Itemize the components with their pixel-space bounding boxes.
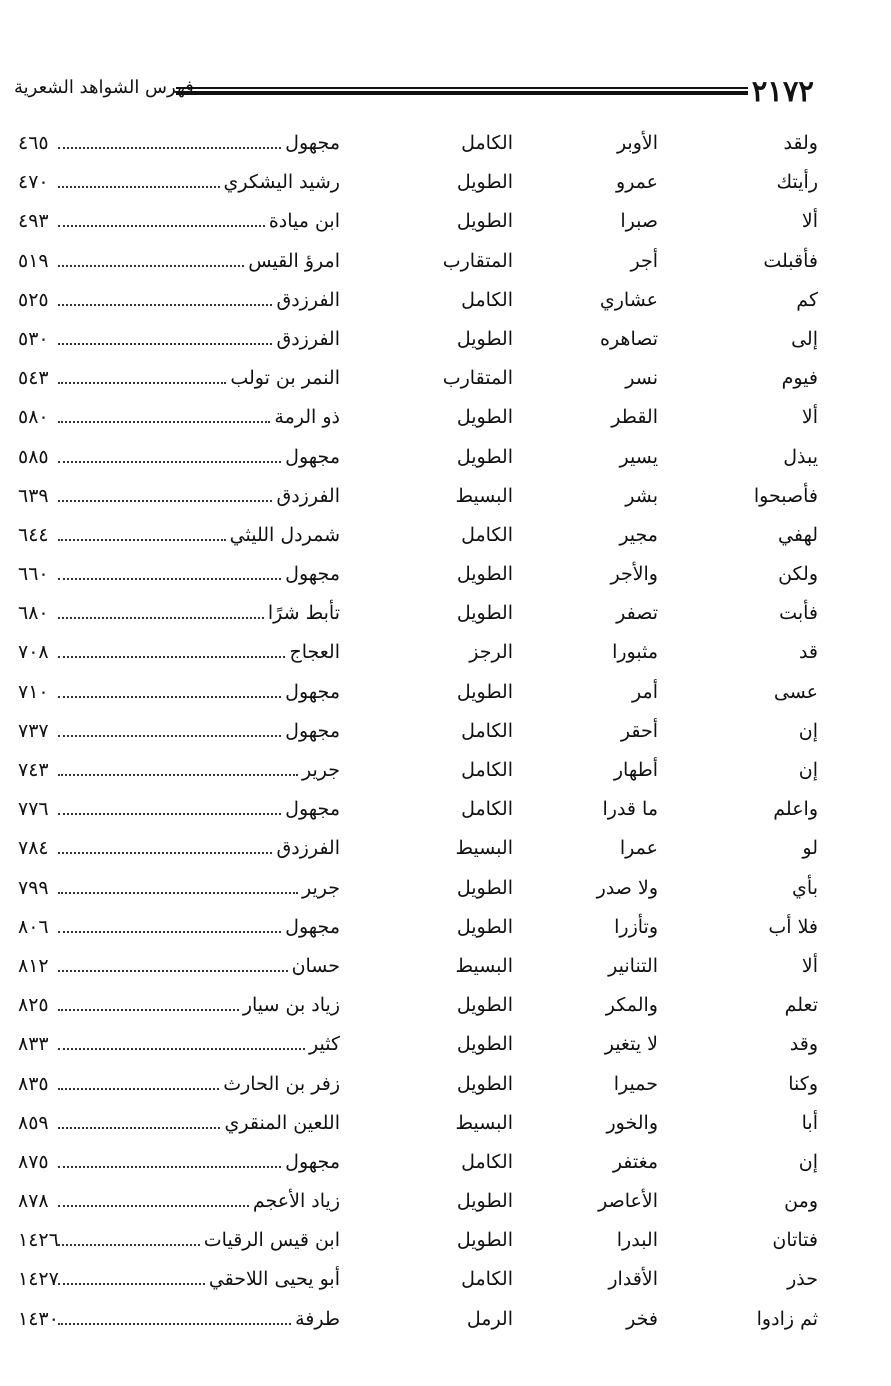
verse-rhyme-word: نسر [625, 367, 658, 390]
dot-leader [58, 577, 281, 580]
index-row [18, 594, 818, 633]
verse-first-word: ولقد [783, 132, 818, 154]
verse-rhyme-word: التنانير [608, 954, 658, 977]
index-row [18, 908, 818, 947]
page-reference: ٦٣٩ [18, 484, 49, 507]
verse-first-word: فأصبحوا [753, 484, 818, 507]
poet-name: ذو الرمة [274, 406, 340, 429]
verse-first-word: إلى [791, 327, 818, 350]
dot-leader [58, 460, 281, 463]
verse-first-word: عسى [773, 680, 818, 703]
verse-first-word: فيوم [781, 367, 818, 390]
verse-rhyme-word: والأجر [610, 563, 658, 586]
dot-leader [58, 734, 281, 737]
verse-rhyme-word: وتأزرا [614, 915, 658, 938]
verse-meter: الطويل [456, 327, 513, 350]
verse-rhyme-word: صبرا [620, 210, 658, 233]
index-row [18, 398, 818, 437]
poet-name: رشيد اليشكري [223, 171, 340, 194]
index-row [18, 712, 818, 751]
page-reference: ٧٧٦ [18, 798, 49, 821]
poet-entry [58, 602, 340, 624]
verse-rhyme-word: مغتفر [612, 1150, 658, 1173]
poet-entry [58, 250, 340, 272]
verse-rhyme-word: فخر [626, 1307, 658, 1330]
verse-meter: الطويل [456, 445, 513, 468]
verse-rhyme-word: أحقر [620, 719, 658, 742]
index-row [18, 202, 818, 241]
page-reference: ٥٢٥ [18, 288, 49, 311]
index-row [18, 555, 818, 594]
verse-meter: الطويل [456, 602, 513, 625]
verse-meter: الكامل [461, 1150, 513, 1173]
page-reference: ٦٨٠ [18, 602, 49, 625]
verse-first-word: ألا [801, 954, 818, 977]
index-row [18, 1221, 818, 1260]
poet-name: النمر بن تولب [230, 367, 340, 390]
verse-rhyme-word: ما قدرا [602, 798, 658, 821]
page-reference: ٨٣٥ [18, 1072, 49, 1095]
poet-name: مجهول [285, 132, 340, 154]
verse-meter: الطويل [456, 406, 513, 429]
dot-leader [58, 342, 272, 345]
dot-leader [58, 499, 272, 502]
index-row [18, 790, 818, 829]
page-reference: ٥٣٠ [18, 327, 49, 350]
verse-meter: البسيط [455, 954, 513, 977]
dot-leader [58, 303, 272, 306]
poet-entry [58, 1229, 340, 1251]
verse-first-word: إن [798, 759, 818, 781]
verse-first-word: ألا [801, 210, 818, 233]
poet-entry [58, 524, 340, 546]
header-rule [176, 87, 748, 95]
index-row [18, 1143, 818, 1182]
verse-first-word: كم [796, 288, 818, 311]
poet-name: أبو يحيى اللاحقي [208, 1268, 340, 1291]
verse-first-word: ومن [784, 1190, 818, 1213]
dot-leader [58, 695, 281, 698]
verse-meter: الطويل [456, 563, 513, 586]
verse-rhyme-word: بشر [625, 484, 658, 507]
poet-name: زياد الأعجم [252, 1190, 340, 1213]
verse-meter: المتقارب [442, 367, 513, 390]
poet-name: مجهول [285, 798, 340, 821]
verse-first-word: إن [798, 719, 818, 742]
page-header [14, 74, 814, 114]
verse-meter: الطويل [456, 210, 513, 233]
index-row [18, 947, 818, 986]
verse-first-word: إن [798, 1150, 818, 1173]
verse-first-word: ثم زادوا [756, 1307, 818, 1330]
poet-entry [58, 994, 340, 1016]
index-row [18, 1182, 818, 1221]
dot-leader [58, 616, 264, 619]
poet-name: زفر بن الحارث [223, 1072, 340, 1095]
poet-entry [58, 1190, 340, 1212]
running-title: فهرس الشواهد الشعرية [14, 77, 194, 98]
poet-name: الفرزدق [276, 288, 340, 311]
page-reference: ١٤٢٧ [18, 1268, 59, 1291]
poet-name: تأبط شرًا [267, 602, 340, 625]
page-reference: ٦٦٠ [18, 563, 49, 586]
index-row [18, 320, 818, 359]
verse-rhyme-word: والخور [606, 1111, 658, 1134]
verse-rhyme-word: عمرو [616, 171, 658, 194]
verse-first-word: ألا [801, 406, 818, 429]
poet-entry [58, 955, 340, 977]
page-reference: ٨٥٩ [18, 1111, 49, 1134]
index-row [18, 124, 818, 163]
dot-leader [58, 1165, 281, 1168]
poet-name: مجهول [285, 563, 340, 586]
verse-rhyme-word: عشاري [599, 288, 658, 311]
poet-entry [58, 171, 340, 193]
page-reference: ٨٧٨ [18, 1190, 49, 1213]
verse-first-word: حذر [787, 1268, 818, 1291]
poet-entry [58, 837, 340, 859]
index-row [18, 673, 818, 712]
index-row [18, 438, 818, 477]
poet-name: ابن ميادة [268, 210, 340, 233]
index-row [18, 1025, 818, 1064]
verse-rhyme-word: حميرا [613, 1072, 658, 1095]
verse-rhyme-word: أجر [630, 249, 658, 272]
page-reference: ٧١٠ [18, 680, 49, 703]
verse-first-word: يبذل [783, 445, 818, 468]
index-row [18, 1104, 818, 1143]
poet-name: ابن قيس الرقيات [203, 1229, 340, 1252]
page-reference: ٧٣٧ [18, 719, 49, 742]
poet-name: جرير [302, 759, 340, 781]
verse-meter: الكامل [461, 719, 513, 742]
verse-first-word: بأي [792, 876, 818, 899]
poet-entry [58, 1308, 340, 1330]
poet-name: العجاج [289, 641, 340, 664]
verse-rhyme-word: الأوبر [616, 132, 658, 154]
dot-leader [58, 930, 281, 933]
verse-rhyme-word: يسير [619, 445, 658, 468]
index-row [18, 751, 818, 790]
poet-name: زياد بن سيار [242, 994, 340, 1017]
dot-leader [58, 185, 220, 188]
verse-rhyme-word: تصفر [616, 602, 658, 625]
verse-meter: الكامل [461, 798, 513, 821]
verse-meter: الكامل [461, 523, 513, 546]
verse-first-word: لو [802, 837, 818, 860]
poet-entry [58, 446, 340, 468]
poet-entry [58, 406, 340, 428]
verse-first-word: فأقبلت [763, 249, 818, 272]
poet-entry [58, 367, 340, 389]
verse-meter: الرجز [469, 641, 513, 664]
poet-name: حسان [291, 954, 340, 977]
verse-meter: الكامل [461, 1268, 513, 1291]
index-row [18, 986, 818, 1025]
poet-name: الفرزدق [276, 327, 340, 350]
dot-leader [58, 969, 288, 972]
dot-leader [58, 224, 265, 227]
verse-rhyme-word: مثبورا [612, 641, 658, 664]
verse-rhyme-word: أطهار [613, 759, 658, 781]
page-reference: ٧٠٨ [18, 641, 49, 664]
dot-leader [58, 812, 281, 815]
verse-meter: الطويل [456, 1190, 513, 1213]
index-row [18, 1065, 818, 1104]
dot-leader [58, 264, 244, 267]
page-reference: ٤٧٠ [18, 171, 49, 194]
page-reference: ٧٤٣ [18, 759, 49, 781]
verse-rhyme-word: ولا صدر [596, 876, 658, 899]
poet-name: الفرزدق [276, 837, 340, 860]
verse-first-word: وكنا [788, 1072, 818, 1095]
verse-rhyme-word: عمرا [619, 837, 658, 860]
poet-name: مجهول [285, 719, 340, 742]
verse-first-word: فلا أب [768, 915, 818, 938]
verse-meter: الكامل [461, 132, 513, 154]
verse-first-word: قد [798, 641, 818, 664]
verse-first-word: ولكن [778, 563, 818, 586]
verse-meter: المتقارب [442, 249, 513, 272]
dot-leader [58, 891, 298, 894]
page-reference: ٨٢٥ [18, 994, 49, 1017]
dot-leader [58, 1087, 219, 1090]
page-reference: ٦٤٤ [18, 523, 49, 546]
verse-rhyme-word: لا يتغير [604, 1033, 658, 1056]
verse-meter: الطويل [456, 876, 513, 899]
dot-leader [58, 1322, 291, 1325]
page-reference: ٥١٩ [18, 249, 49, 272]
index-row [18, 1260, 818, 1299]
verse-rhyme-word: والمكر [605, 994, 658, 1017]
verse-meter: الطويل [456, 1072, 513, 1095]
verse-meter: الطويل [456, 915, 513, 938]
verse-first-word: فأبت [779, 602, 818, 625]
poet-entry [58, 720, 340, 742]
poet-entry [58, 210, 340, 232]
poet-entry [58, 1073, 340, 1095]
poet-name: طرفة [295, 1307, 340, 1330]
page-reference: ٥٨٠ [18, 406, 49, 429]
poet-entry [58, 916, 340, 938]
page-reference: ١٤٢٦ [18, 1229, 59, 1252]
verse-first-word: وقد [789, 1033, 818, 1056]
poet-name: شمردل الليثي [229, 523, 340, 546]
index-row [18, 242, 818, 281]
page-reference: ١٤٣٠ [18, 1307, 59, 1330]
dot-leader [58, 851, 272, 854]
page-reference: ٧٩٩ [18, 876, 49, 899]
poet-entry [58, 485, 340, 507]
page-reference: ٤٩٣ [18, 210, 49, 233]
verse-meter: الطويل [456, 680, 513, 703]
page-reference: ٨٣٣ [18, 1033, 49, 1056]
dot-leader [58, 1047, 305, 1050]
verse-meter: البسيط [455, 484, 513, 507]
poet-entry [58, 1112, 340, 1134]
poet-name: كثير [309, 1033, 340, 1056]
page-reference: ٨٠٦ [18, 915, 49, 938]
verse-meter: الطويل [456, 1229, 513, 1252]
index-row [18, 829, 818, 868]
index-row [18, 869, 818, 908]
poet-entry [58, 641, 340, 663]
index-row [18, 281, 818, 320]
poet-name: مجهول [285, 680, 340, 703]
poet-name: مجهول [285, 915, 340, 938]
dot-leader [58, 420, 270, 423]
verse-rhyme-word: الأقدار [608, 1268, 658, 1291]
verse-meter: الطويل [456, 171, 513, 194]
dot-leader [58, 146, 281, 149]
poetic-citations-index [18, 124, 818, 1339]
verse-meter: الرمل [466, 1307, 513, 1330]
poet-name: امرؤ القيس [248, 249, 340, 272]
poet-entry [58, 1151, 340, 1173]
poet-entry [58, 681, 340, 703]
index-row [18, 516, 818, 555]
poet-name: جرير [302, 876, 340, 899]
verse-first-word: رأيتك [776, 171, 818, 194]
poet-entry [58, 877, 340, 899]
poet-entry [58, 289, 340, 311]
verse-first-word: لهفي [778, 523, 818, 546]
verse-first-word: تعلم [784, 994, 818, 1017]
dot-leader [58, 1204, 249, 1207]
verse-meter: الطويل [456, 994, 513, 1017]
poet-name: اللعين المنقري [224, 1111, 340, 1134]
poet-name: الفرزدق [276, 484, 340, 507]
dot-leader [58, 773, 298, 776]
dot-leader [58, 538, 226, 541]
dot-leader [58, 1282, 205, 1285]
verse-meter: البسيط [455, 1111, 513, 1134]
verse-rhyme-word: القطر [611, 406, 658, 429]
index-row [18, 633, 818, 672]
poet-name: مجهول [285, 445, 340, 468]
dot-leader [58, 1243, 200, 1246]
verse-rhyme-word: الأعاصر [598, 1190, 658, 1213]
verse-first-word: فتاتان [772, 1229, 818, 1252]
dot-leader [58, 1008, 239, 1011]
index-row [18, 359, 818, 398]
dot-leader [58, 655, 285, 658]
poet-entry [58, 798, 340, 820]
verse-meter: الكامل [461, 759, 513, 781]
page-reference: ٥٤٣ [18, 367, 49, 390]
verse-meter: الطويل [456, 1033, 513, 1056]
page-reference: ٨١٢ [18, 954, 49, 977]
index-row [18, 477, 818, 516]
page-reference: ٥٨٥ [18, 445, 49, 468]
dot-leader [58, 1126, 220, 1129]
page-reference: ٤٦٥ [18, 132, 49, 154]
page-reference: ٧٨٤ [18, 837, 49, 860]
dot-leader [58, 381, 226, 384]
verse-rhyme-word: أمر [632, 680, 658, 703]
verse-meter: البسيط [455, 837, 513, 860]
poet-entry [58, 132, 340, 154]
verse-rhyme-word: البدرا [616, 1229, 658, 1252]
index-row [18, 163, 818, 202]
poet-entry [58, 328, 340, 350]
verse-rhyme-word: مجير [619, 523, 658, 546]
page-reference: ٨٧٥ [18, 1150, 49, 1173]
poet-name: مجهول [285, 1150, 340, 1173]
verse-first-word: واعلم [773, 798, 818, 821]
verse-meter: الكامل [461, 288, 513, 311]
poet-entry [58, 1033, 340, 1055]
verse-rhyme-word: تصاهره [599, 327, 658, 350]
verse-first-word: أبا [801, 1111, 818, 1134]
poet-entry [58, 759, 340, 781]
poet-entry [58, 563, 340, 585]
page-number: ٢١٧٢ [751, 74, 814, 108]
index-row [18, 1300, 818, 1339]
poet-entry [58, 1268, 340, 1290]
